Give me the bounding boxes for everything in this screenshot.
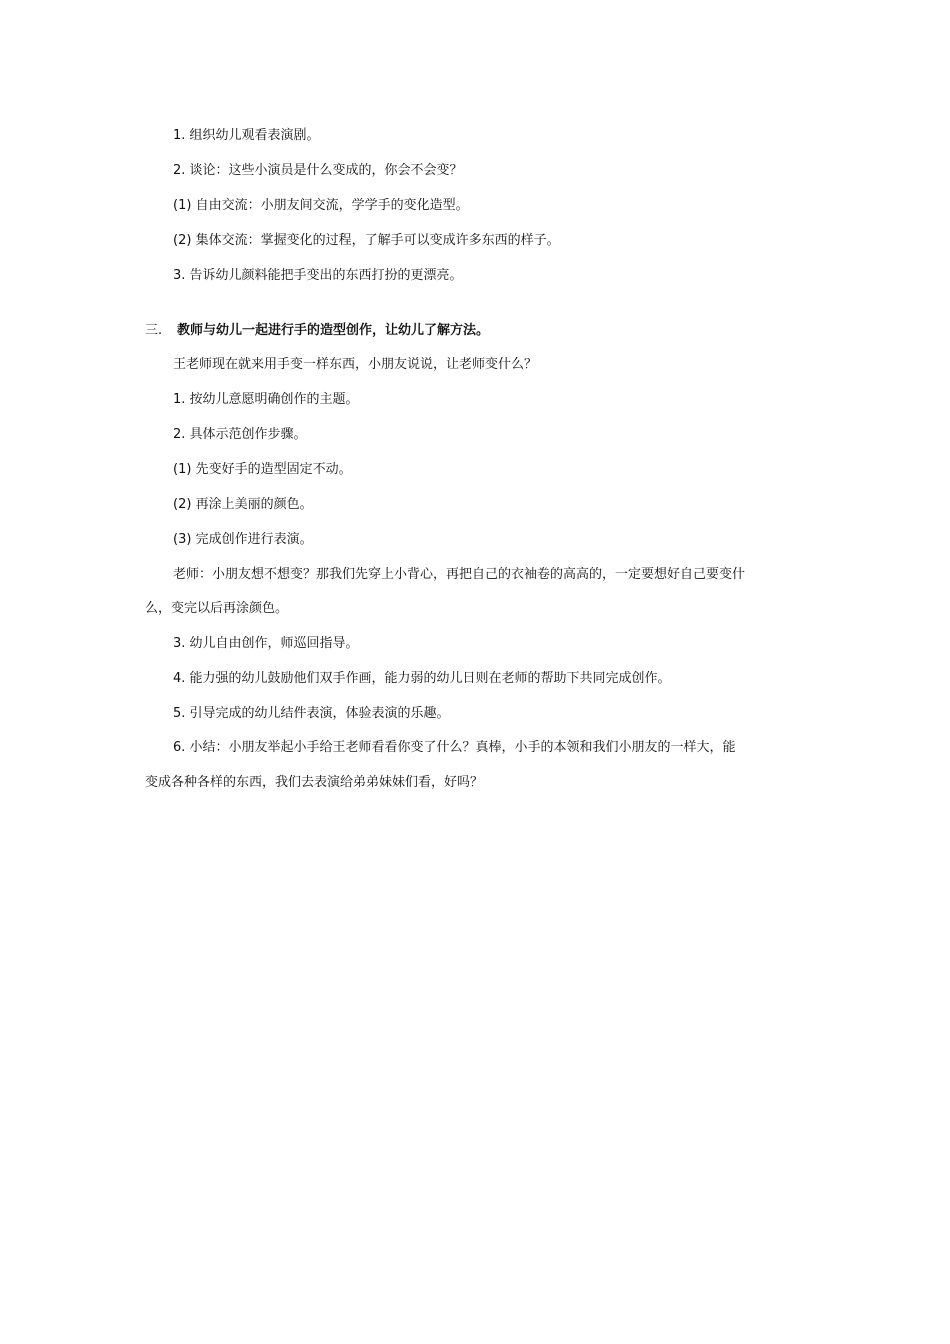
item-number: (1) [173,198,192,213]
list-item [173,705,450,723]
list-item [173,162,463,180]
item-number: 2. [173,163,186,178]
list-item [173,461,352,479]
section-title: 教师与幼儿一起进行手的造型创作，让幼儿了解方法。 [177,323,490,338]
item-text: 按幼儿意愿明确创作的主题。 [189,392,359,407]
item-text: 告诉幼儿颜料能把手变出的东西打扮的更漂亮。 [189,268,463,283]
list-item [173,232,560,250]
list-item [173,267,463,285]
item-text: 小结：小朋友举起小手给王老师看看你变了什么？真棒，小手的本领和我们小朋友的一样大，能 [189,740,736,755]
item-number: 1. [173,392,186,407]
list-item [173,531,313,549]
list-item [173,635,359,653]
teacher-paragraph-line1: 老师：小朋友想不想变？那我们先穿上小背心，再把自己的衣袖卷的高高的，一定要想好自己要变什 [173,567,746,582]
item-text: 具体示范创作步骤。 [189,427,307,442]
item-number: 3. [173,636,186,651]
item-number: (1) [173,462,192,477]
list-item [173,426,307,444]
list-item [173,670,671,688]
item-text: 能力强的幼儿鼓励他们双手作画，能力弱的幼儿日则在老师的帮助下共同完成创作。 [189,671,671,686]
list-item [173,391,359,409]
item-text: 先变好手的造型固定不动。 [195,462,352,477]
item-number: 6. [173,740,186,755]
item-text: 完成创作进行表演。 [195,532,313,547]
item-text: 幼儿自由创作，师巡回指导。 [189,636,359,651]
item-number: (2) [173,233,192,248]
item-number: (2) [173,497,192,512]
item-number: 5. [173,706,186,721]
section-heading [145,322,489,340]
summary-line1 [173,739,736,757]
item-text: 组织幼儿观看表演剧。 [189,128,320,143]
item-number: 1. [173,128,186,143]
item-number: (3) [173,532,192,547]
summary-line2: 变成各种各样的东西，我们去表演给弟弟妹妹们看，好吗？ [145,775,484,790]
list-item [173,496,313,514]
list-item [173,127,320,145]
item-text: 自由交流：小朋友间交流，学学手的变化造型。 [195,198,469,213]
item-number: 2. [173,427,186,442]
section-number: 三. [145,323,163,338]
item-number: 3. [173,268,186,283]
item-text: 谈论：这些小演员是什么变成的，你会不会变？ [189,163,463,178]
list-item [173,197,469,215]
teacher-paragraph-line2: 么，变完以后再涂颜色。 [145,601,289,616]
item-text: 再涂上美丽的颜色。 [195,497,313,512]
item-text: 引导完成的幼儿结件表演，体验表演的乐趣。 [189,706,450,721]
item-number: 4. [173,671,186,686]
item-text: 集体交流：掌握变化的过程，了解手可以变成许多东西的样子。 [195,233,560,248]
intro-paragraph: 王老师现在就来用手变一样东西，小朋友说说，让老师变什么？ [173,357,538,372]
